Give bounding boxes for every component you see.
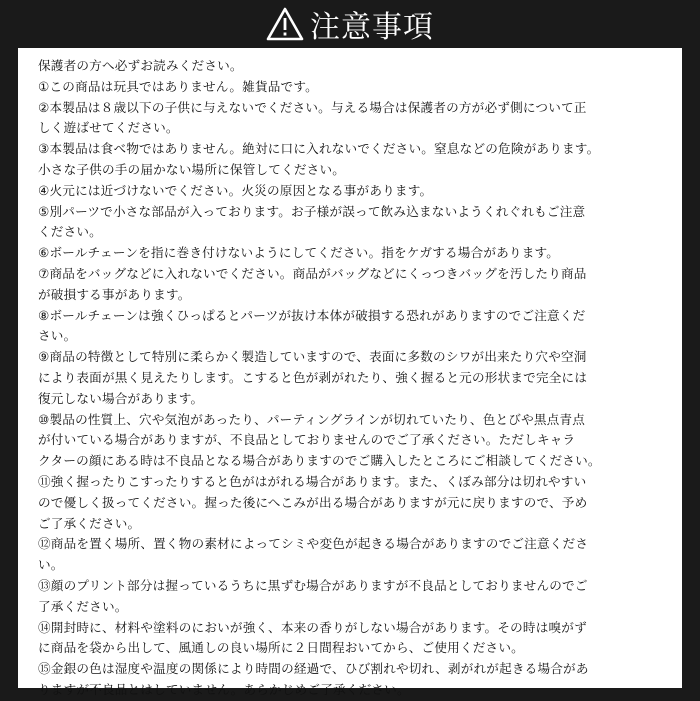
notice-line: ⑦商品をバッグなどに入れないでください。商品がバッグなどにくっつきバッグを汚したり商品: [38, 265, 587, 281]
notice-line: ⑨商品の特徴として特別に柔らかく製造していますので、表面に多数のシワが出来たり穴や空洞: [38, 349, 587, 365]
notice-line: りますが不良品とはしていません。あらかじめご了承ください。: [38, 681, 410, 697]
notice-line: ④火元には近づけないでください。火災の原因となる事があります。: [38, 182, 433, 198]
notice-line: ⑬顔のプリント部分は握っているうちに黒ずむ場合がありますが不良品としておりませんのでご: [38, 577, 588, 593]
notice-text: [38, 56, 664, 701]
notice-line: ⑩製品の性質上、穴や気泡があったり、パーティングラインが切れていたり、色とびや黒点青点: [38, 411, 586, 427]
notice-line: ⑤別パーツで小さな部品が入っております。お子様が誤って飲み込まないようくれぐれもご注意: [38, 203, 586, 219]
notice-line: 復元しない場合があります。: [38, 390, 204, 406]
notice-line: ⑪強く握ったりこすったりすると色がはがれる場合があります。また、くぼみ部分は切れやすい: [38, 473, 587, 489]
notice-line: ご了承ください。: [38, 515, 141, 531]
notice-line: ①この商品は玩具ではありません。雑貨品です。: [38, 78, 318, 94]
notice-line: ⑥ボールチェーンを指に巻き付けないようにしてください。指をケガする場合があります。: [38, 245, 560, 261]
notice-line: い。: [38, 557, 64, 573]
notice-line: 了承ください。: [38, 598, 128, 614]
notice-line: さい。: [38, 328, 77, 344]
notice-line: クターの顔にある時は不良品となる場合がありますのでご購入したところにご相談してください。: [38, 453, 601, 469]
notice-line: ③本製品は食べ物ではありません。絶対に口に入れないでください。窒息などの危険があります。: [38, 141, 600, 157]
page-title: 注意事項: [310, 10, 434, 45]
notice-line: ⑫商品を置く場所、置く物の素材によってシミや変色が起きる場合がありますのでご注意くださ: [38, 536, 589, 552]
notice-line: ので優しく扱ってください。握った後にへこみが出る場合がありますが元に戻りますので、予め: [38, 494, 588, 510]
notice-line: ⑧ボールチェーンは強くひっぱるとパーツが抜け本体が破損する恐れがありますのでご注意くだ: [38, 307, 586, 323]
warning-triangle-icon: [266, 7, 304, 41]
notice-line: ください。: [38, 224, 102, 240]
notice-line: が破損する事があります。: [38, 286, 191, 302]
notice-line: ⑮金銀の色は湿度や温度の関係により時間の経過で、ひび割れや切れ、剥がれが起きる場合があ: [38, 661, 589, 677]
notice-line: が付いている場合がありますが、不良品としておりませんのでご了承ください。ただしキャラ: [38, 432, 576, 448]
notice-line: により表面が黒く見えたりします。こすると色が剥がれたり、強く握ると元の形状まで完全には: [38, 369, 588, 385]
notice-panel: [18, 48, 682, 697]
notice-line: ⑭開封時に、材料や塗料のにおいが強く、本来の香りがしない場合があります。その時は嗅がず: [38, 619, 587, 635]
notice-line: しく遊ばせてください。: [38, 120, 179, 136]
notice-line: 保護者の方へ必ずお読みください。: [38, 58, 243, 73]
notice-line: 小さな子供の手の届かない場所に保管してください。: [38, 161, 346, 177]
notice-line: ②本製品は８歳以下の子供に与えないでください。与える場合は保護者の方が必ず側について正: [38, 99, 587, 115]
header-bar: [0, 0, 700, 48]
notice-line: に商品を袋から出して、風通しの良い場所に２日間程おいてから、ご使用ください。: [38, 640, 524, 656]
